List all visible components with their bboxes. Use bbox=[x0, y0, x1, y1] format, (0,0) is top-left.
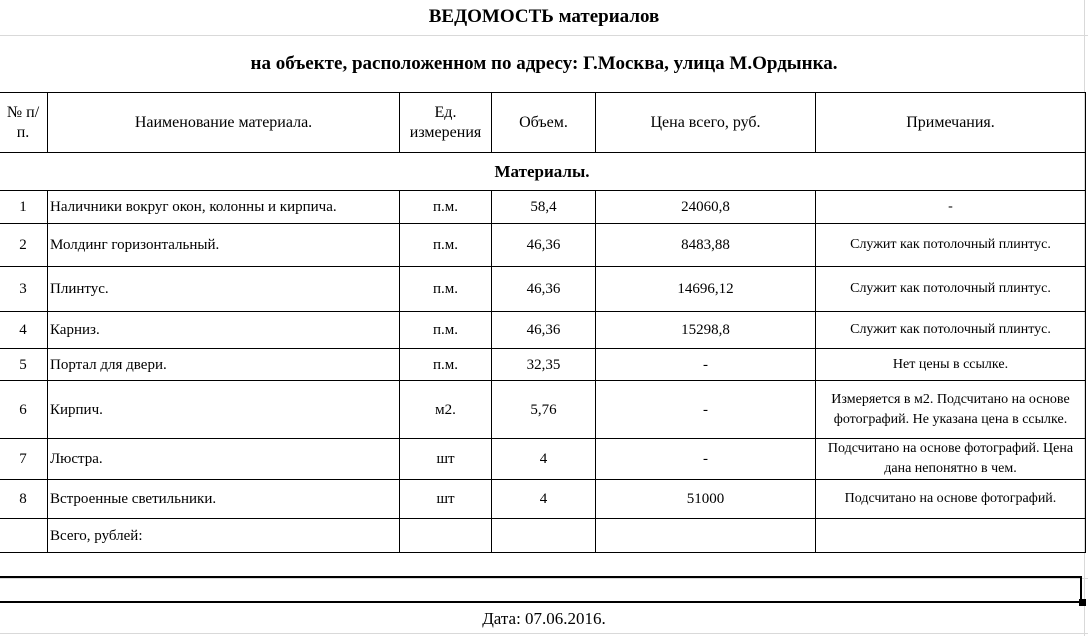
section-row bbox=[0, 153, 1086, 191]
cell-price[interactable]: 51000 bbox=[596, 480, 816, 519]
section-label[interactable]: Материалы. bbox=[0, 153, 1086, 191]
cell-price[interactable]: 15298,8 bbox=[596, 312, 816, 349]
cell-notes[interactable]: - bbox=[816, 191, 1086, 224]
cell-name[interactable]: Плинтус. bbox=[48, 267, 400, 312]
cell-unit[interactable]: п.м. bbox=[400, 312, 492, 349]
document-date: Дата: 07.06.2016. bbox=[482, 609, 606, 628]
cell-notes[interactable]: Подсчитано на основе фотографий. Цена дана непонятно в чем. bbox=[816, 439, 1086, 480]
header-notes[interactable]: Примечания. bbox=[816, 93, 1086, 153]
cell-name[interactable]: Встроенные светильники. bbox=[48, 480, 400, 519]
cell-volume[interactable]: 46,36 bbox=[492, 224, 596, 267]
cell-num[interactable]: 4 bbox=[0, 312, 48, 349]
cell-unit[interactable]: п.м. bbox=[400, 191, 492, 224]
selected-range[interactable] bbox=[0, 576, 1082, 603]
table-header-row bbox=[0, 93, 1086, 153]
cell-num[interactable]: 3 bbox=[0, 267, 48, 312]
table-row bbox=[0, 480, 1086, 519]
total-label[interactable]: Всего, рублей: bbox=[48, 519, 400, 553]
cell-volume[interactable]: 46,36 bbox=[492, 312, 596, 349]
table-row bbox=[0, 349, 1086, 381]
cell-price[interactable]: 24060,8 bbox=[596, 191, 816, 224]
cell-notes[interactable]: Служит как потолочный плинтус. bbox=[816, 267, 1086, 312]
cell-name[interactable]: Портал для двери. bbox=[48, 349, 400, 381]
table-row bbox=[0, 439, 1086, 480]
header-num[interactable]: № п/п. bbox=[0, 93, 48, 153]
header-unit[interactable]: Ед. измерения bbox=[400, 93, 492, 153]
grid-line bbox=[0, 633, 1088, 634]
cell-notes[interactable]: Нет цены в ссылке. bbox=[816, 349, 1086, 381]
cell-notes[interactable]: Подсчитано на основе фотографий. bbox=[816, 480, 1086, 519]
document-title: ВЕДОМОСТЬ материалов bbox=[428, 6, 660, 27]
cell-unit[interactable]: п.м. bbox=[400, 349, 492, 381]
cell-name[interactable]: Люстра. bbox=[48, 439, 400, 480]
cell-name[interactable]: Наличники вокруг окон, колонны и кирпича. bbox=[48, 191, 400, 224]
cell-notes[interactable]: Служит как потолочный плинтус. bbox=[816, 312, 1086, 349]
header-volume[interactable]: Объем. bbox=[492, 93, 596, 153]
cell-num[interactable]: 5 bbox=[0, 349, 48, 381]
cell-unit[interactable] bbox=[400, 519, 492, 553]
cell-price[interactable]: - bbox=[596, 381, 816, 439]
cell-price[interactable]: - bbox=[596, 439, 816, 480]
cell-volume[interactable]: 4 bbox=[492, 480, 596, 519]
cell-unit[interactable]: шт bbox=[400, 480, 492, 519]
grid-line bbox=[0, 35, 1088, 36]
cell-num[interactable]: 2 bbox=[0, 224, 48, 267]
table-row bbox=[0, 381, 1086, 439]
total-row bbox=[0, 519, 1086, 553]
table-row bbox=[0, 312, 1086, 349]
cell-num[interactable]: 8 bbox=[0, 480, 48, 519]
cell-unit[interactable]: п.м. bbox=[400, 267, 492, 312]
cell-volume[interactable] bbox=[492, 519, 596, 553]
cell-num[interactable]: 7 bbox=[0, 439, 48, 480]
cell-num[interactable]: 6 bbox=[0, 381, 48, 439]
header-name[interactable]: Наименование материала. bbox=[48, 93, 400, 153]
cell-unit[interactable]: п.м. bbox=[400, 224, 492, 267]
cell-notes[interactable]: Измеряется в м2. Подсчитано на основе фотографий. Не указана цена в ссылке. bbox=[816, 381, 1086, 439]
cell-num[interactable]: 1 bbox=[0, 191, 48, 224]
cell-volume[interactable]: 58,4 bbox=[492, 191, 596, 224]
cell-name[interactable]: Молдинг горизонтальный. bbox=[48, 224, 400, 267]
cell-unit[interactable]: м2. bbox=[400, 381, 492, 439]
cell-unit[interactable]: шт bbox=[400, 439, 492, 480]
document-subtitle: на объекте, расположенном по адресу: Г.Москва, улица М.Ордынка. bbox=[250, 53, 838, 74]
table-row bbox=[0, 224, 1086, 267]
cell-num[interactable] bbox=[0, 519, 48, 553]
materials-table bbox=[0, 92, 1086, 553]
cell-price[interactable]: 8483,88 bbox=[596, 224, 816, 267]
cell-volume[interactable]: 46,36 bbox=[492, 267, 596, 312]
header-price[interactable]: Цена всего, руб. bbox=[596, 93, 816, 153]
table-row bbox=[0, 191, 1086, 224]
cell-volume[interactable]: 5,76 bbox=[492, 381, 596, 439]
fill-handle[interactable] bbox=[1079, 599, 1086, 606]
cell-volume[interactable]: 32,35 bbox=[492, 349, 596, 381]
cell-notes[interactable] bbox=[816, 519, 1086, 553]
cell-volume[interactable]: 4 bbox=[492, 439, 596, 480]
cell-price[interactable]: 14696,12 bbox=[596, 267, 816, 312]
cell-name[interactable]: Карниз. bbox=[48, 312, 400, 349]
cell-price[interactable] bbox=[596, 519, 816, 553]
cell-name[interactable]: Кирпич. bbox=[48, 381, 400, 439]
cell-price[interactable]: - bbox=[596, 349, 816, 381]
table-row bbox=[0, 267, 1086, 312]
cell-notes[interactable]: Служит как потолочный плинтус. bbox=[816, 224, 1086, 267]
